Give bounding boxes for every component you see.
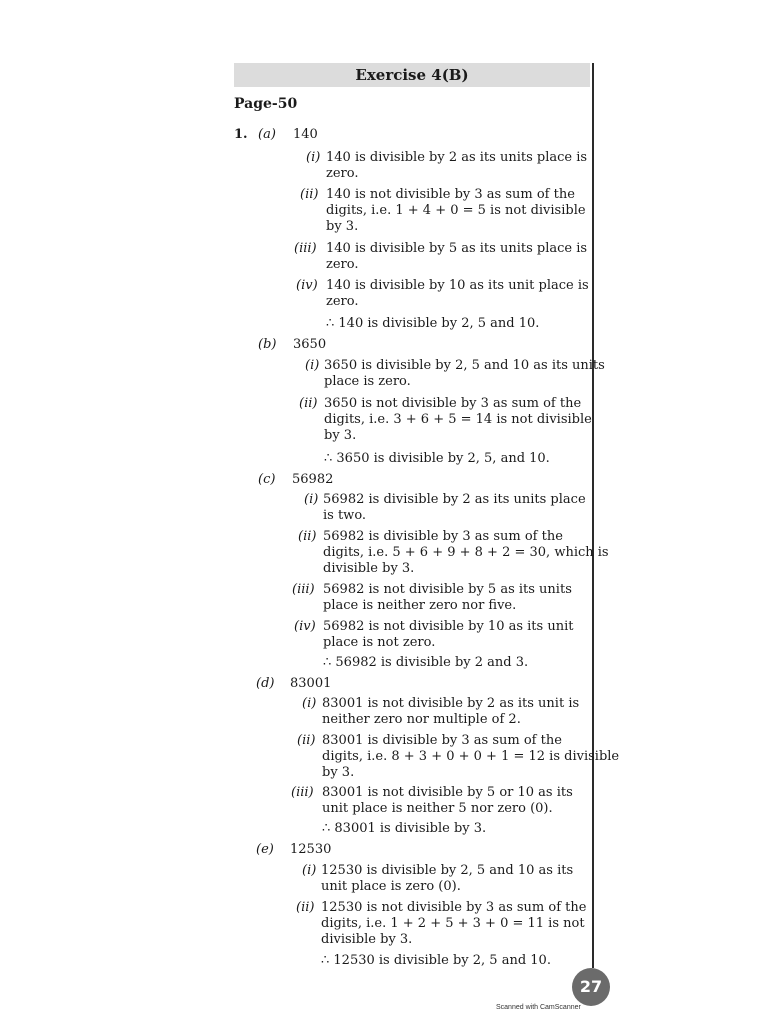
item-label: (i): [302, 696, 317, 711]
item-line: divisible by 3.: [323, 561, 415, 576]
item-line: digits, i.e. 3 + 6 + 5 = 14 is not divisible: [324, 412, 592, 427]
item-line: unit place is neither 5 nor zero (0).: [322, 801, 553, 816]
item-line: neither zero nor multiple of 2.: [322, 712, 521, 727]
item-line: divisible by 3.: [321, 932, 413, 947]
item-line: 140 is divisible by 10 as its unit place is: [326, 278, 589, 293]
item-label: (ii): [298, 529, 317, 544]
conclusion: ∴ 3650 is divisible by 2, 5, and 10.: [324, 451, 550, 466]
item-line: 140 is divisible by 5 as its units place is: [326, 241, 588, 256]
item-line: digits, i.e. 1 + 2 + 5 + 3 + 0 = 11 is not: [321, 916, 585, 931]
item-line: 140 is not divisible by 3 as sum of the: [326, 187, 575, 202]
item-line: 3650 is divisible by 2, 5 and 10 as its units: [324, 358, 605, 373]
item-label: (ii): [300, 187, 319, 202]
item-line: zero.: [326, 294, 359, 309]
item-label: (i): [306, 150, 321, 165]
item-line: digits, i.e. 1 + 4 + 0 = 5 is not divisible: [326, 203, 586, 218]
question-number: 1.: [234, 127, 248, 142]
item-line: place is zero.: [324, 374, 411, 389]
conclusion: ∴ 56982 is divisible by 2 and 3.: [323, 655, 529, 670]
item-line: 56982 is divisible by 3 as sum of the: [323, 529, 563, 544]
item-label: (ii): [297, 733, 316, 748]
item-line: 56982 is not divisible by 10 as its unit: [323, 619, 574, 634]
item-line: is two.: [323, 508, 367, 523]
item-label: (iii): [294, 241, 317, 256]
item-line: 12530 is divisible by 2, 5 and 10 as its: [321, 863, 574, 878]
item-line: 83001 is not divisible by 2 as its unit is: [322, 696, 580, 711]
item-line: place is neither zero nor five.: [323, 598, 517, 613]
part-number: 3650: [293, 337, 327, 352]
item-label: (iv): [296, 278, 318, 293]
part-number: 12530: [290, 842, 332, 857]
part-label: (e): [256, 842, 274, 857]
item-line: by 3.: [326, 219, 359, 234]
scanner-watermark: Scanned with CamScanner: [496, 1004, 581, 1011]
part-number: 56982: [292, 472, 334, 487]
item-line: 83001 is not divisible by 5 or 10 as its: [322, 785, 573, 800]
conclusion: ∴ 12530 is divisible by 2, 5 and 10.: [321, 953, 551, 968]
item-line: by 3.: [322, 765, 355, 780]
part-number: 83001: [290, 676, 332, 691]
item-line: digits, i.e. 8 + 3 + 0 + 0 + 1 = 12 is divisible: [322, 749, 620, 764]
part-number: 140: [293, 127, 318, 142]
item-line: digits, i.e. 5 + 6 + 9 + 8 + 2 = 30, which is: [323, 545, 609, 560]
part-label: (a): [258, 127, 276, 142]
item-label: (i): [302, 863, 317, 878]
conclusion: ∴ 83001 is divisible by 3.: [322, 821, 487, 836]
item-line: 12530 is not divisible by 3 as sum of the: [321, 900, 587, 915]
item-label: (iii): [292, 582, 315, 597]
page-label: Page-50: [234, 96, 298, 112]
item-line: unit place is zero (0).: [321, 879, 461, 894]
item-line: 56982 is divisible by 2 as its units place: [323, 492, 586, 507]
item-line: by 3.: [324, 428, 357, 443]
item-line: zero.: [326, 257, 359, 272]
item-line: zero.: [326, 166, 359, 181]
item-label: (ii): [296, 900, 315, 915]
item-label: (iv): [294, 619, 316, 634]
part-label: (d): [256, 676, 275, 691]
exercise-title: Exercise 4(B): [355, 66, 469, 84]
item-line: 140 is divisible by 2 as its units place is: [326, 150, 588, 165]
conclusion: ∴ 140 is divisible by 2, 5 and 10.: [326, 316, 540, 331]
item-line: 56982 is not divisible by 5 as its units: [323, 582, 572, 597]
part-label: (b): [258, 337, 277, 352]
item-line: 83001 is divisible by 3 as sum of the: [322, 733, 562, 748]
item-line: place is not zero.: [323, 635, 436, 650]
vertical-rule: [592, 63, 594, 968]
page-number: 27: [579, 977, 603, 996]
item-label: (iii): [291, 785, 314, 800]
item-label: (i): [304, 492, 319, 507]
item-label: (ii): [299, 396, 318, 411]
item-line: 3650 is not divisible by 3 as sum of the: [324, 396, 582, 411]
part-label: (c): [258, 472, 276, 487]
item-label: (i): [305, 358, 320, 373]
